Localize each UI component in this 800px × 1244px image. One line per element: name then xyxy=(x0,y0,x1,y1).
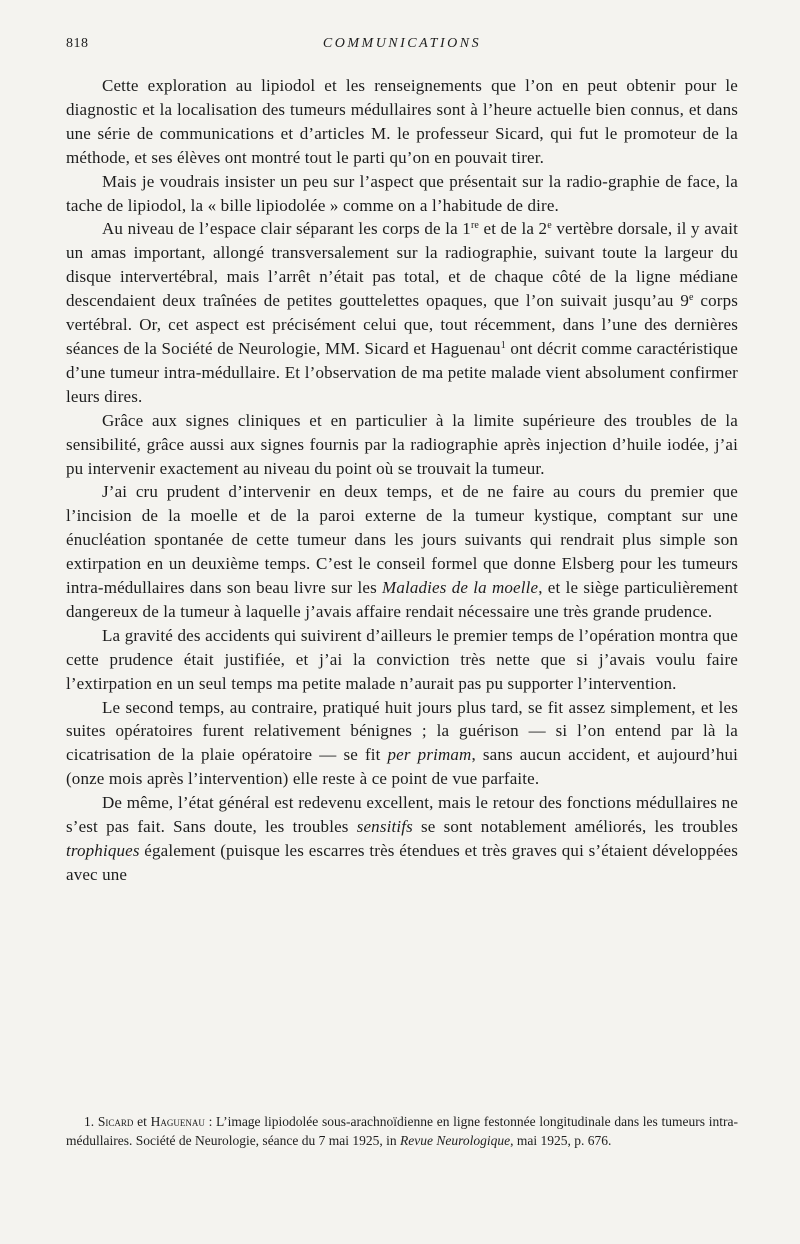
paragraph: La gravité des accidents qui suivirent d’ailleurs le premier temps de l’opération montra que cette prudence était justifiée, et j’ai la conviction très nette que si j’avais voulu faire l’extirpation en un seul temps ma petite malade n’aurait pas pu supporter l’intervention. xyxy=(66,625,738,693)
text-run: et xyxy=(133,1114,151,1129)
running-head: COMMUNICATIONS xyxy=(322,36,482,51)
text-run: et de la 2 xyxy=(479,219,548,239)
paragraph: Cette exploration au lipiodol et les renseignements que l’on en peut obtenir pour le diagnostic et la localisation des tumeurs médullaires sont à l’heure actuelle bien connus, et dans une série de communications et d’articles M. le professeur Sicard, qui fut le promoteur de la méthode, et ses élèves ont montré tout le parti qu’on en pouvait tirer. xyxy=(66,76,738,167)
page-number: 818 xyxy=(66,36,89,51)
emphasis: trophiques xyxy=(66,841,140,860)
text-run: également (puisque les escarres très étendues et très graves qui s’étaient développées avec une xyxy=(66,841,738,884)
footnote-author: Haguenau xyxy=(150,1114,205,1129)
paragraph xyxy=(66,791,738,887)
text-run: se sont notablement améliorés, les troubles xyxy=(412,817,738,837)
footnote-number: 1. xyxy=(84,1114,95,1129)
text-run: Le second temps, au contraire, pratiqué huit jours plus tard, se fit assez simplement, et les suites opératoires furent relativement bénignes ; la guérison — si l’on entend par là la cicatrisation de la plaie opératoire — se fit xyxy=(66,697,738,765)
page-header xyxy=(66,36,738,60)
journal-title: Revue Neurologique xyxy=(400,1132,511,1148)
text-run: : L’image lipiodolée sous-arachnoïdienne en ligne festonnée longitudinale dans les tumeurs intra-médullaires. Société de Neurologie, séance du 7 mai 1925, in xyxy=(66,1114,738,1148)
text-run: vertèbre dorsale, il y avait un amas important, allongé transversalement sur la radiographie, suivant toute la largeur du disque intervertébral, mais l’arrêt n’était pas total, et de chaque côté de la ligne médiane descendaient deux traînées de petites gouttelettes opaques, que l’on suivait jusqu’au 9 xyxy=(66,219,738,311)
footnote-reference: 1 xyxy=(500,339,506,351)
latin-phrase: per primam xyxy=(387,745,472,765)
text-run: , et le siège particulièrement dangereux de la tumeur à laquelle j’avais affaire rendait nécessaire une très grande prudence. xyxy=(66,578,738,621)
text-run: De même, l’état général est redevenu excellent, mais le retour des fonctions médullaires ne s’est pas fait. Sans doute, les troubles xyxy=(66,793,738,837)
superscript: re xyxy=(470,220,480,232)
text-run: , mai 1925, p. 676. xyxy=(510,1132,612,1148)
paragraph xyxy=(66,696,738,792)
text-run: Au niveau de l’espace clair séparant les corps de la 1 xyxy=(102,219,471,239)
paragraph: Mais je voudrais insister un peu sur l’aspect que présentait sur la radio-graphie de face, la tache de lipiodol, la « bille lipiodolée » comme on a l’habitude de dire. xyxy=(66,171,738,215)
text-run: corps vertébral. Or, cet aspect est précisément celui que, tout récemment, dans l’une des dernières séances de la Société de Neurologie, MM. Sicard et Haguenau xyxy=(66,291,738,358)
text-run: J’ai cru prudent d’intervenir en deux temps, et de ne faire au cours du premier que l’incision de la moelle et de la paroi externe de la tumeur kystique, comptant sur une énucléation spontanée de cette tumeur dans les jours suivants qui rendrait plus simple son extirpation en un deuxième temps. C’est le conseil formel que donne Elsberg pour les tumeurs intra-médullaires dans son beau livre sur les xyxy=(66,482,738,598)
text-run: , sans aucun accident, et aujourd’hui (onze mois après l’intervention) elle reste à ce point de vue parfaite. xyxy=(66,745,738,789)
superscript: e xyxy=(547,220,552,232)
emphasis: sensitifs xyxy=(356,817,413,837)
footnote xyxy=(66,1113,738,1150)
text-run: ont décrit comme caractéristique d’une tumeur intra-médullaire. Et l’observation de ma petite malade vient absolument confirmer leurs dires. xyxy=(66,338,738,406)
paragraph xyxy=(66,480,738,623)
book-title: Maladies de la moelle xyxy=(382,578,539,598)
paragraph: Grâce aux signes cliniques et en particulier à la limite supérieure des troubles de la sensibilité, grâce aussi aux signes fournis par la radiographie après injection d’huile iodée, j’ai pu intervenir exactement au niveau du point où se trouvait la tumeur. xyxy=(66,410,738,478)
paragraph xyxy=(66,217,738,408)
superscript: e xyxy=(689,292,694,304)
body-text xyxy=(66,74,738,887)
footnote-author: Sicard xyxy=(97,1114,134,1129)
